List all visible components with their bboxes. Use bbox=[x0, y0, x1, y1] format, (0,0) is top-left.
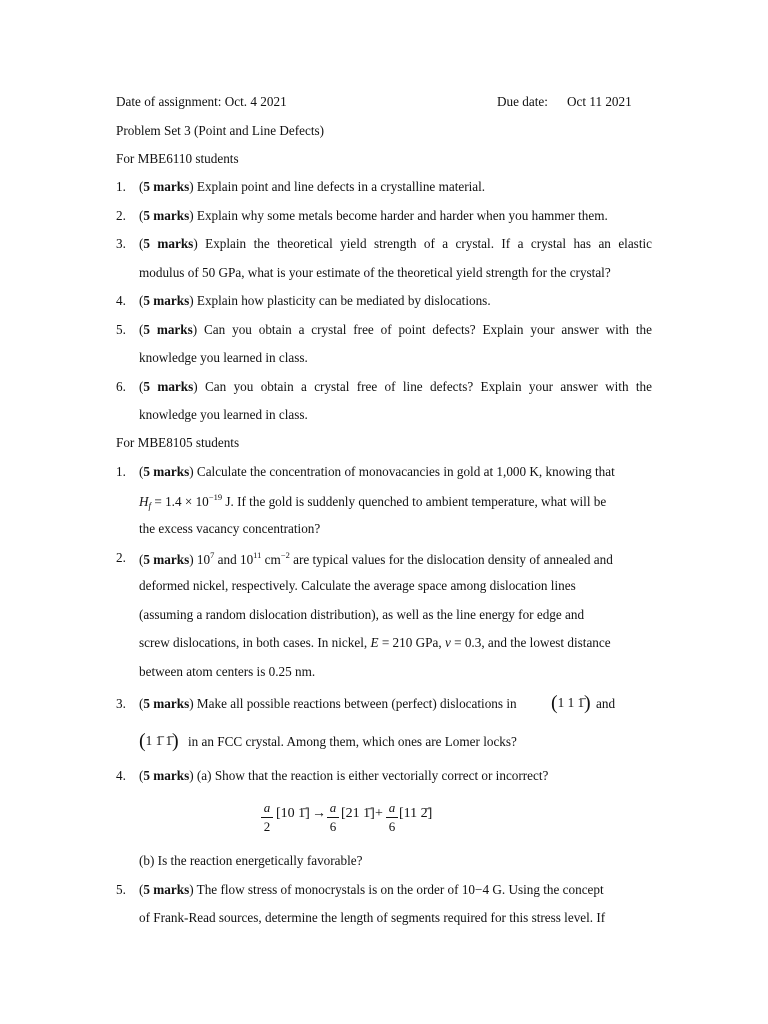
reaction-arrow: → bbox=[312, 806, 326, 821]
direction-vector-2: [21 1̄] bbox=[341, 806, 375, 821]
problem-set-title: Problem Set 3 (Point and Line Defects) bbox=[116, 123, 325, 138]
fraction-a-over-6: a 6 bbox=[327, 800, 339, 835]
question-2-line-4: screw dislocations, in both cases. In nickel, E = 210 GPa, v = 0.3, and the lowest distance bbox=[139, 635, 611, 650]
question-3-line-2: in an FCC crystal. Among them, which ones are Lomer locks? bbox=[188, 734, 517, 749]
and-word: and bbox=[596, 696, 616, 711]
fraction-a-over-2: a 2 bbox=[261, 800, 273, 835]
fraction-a-over-6: a 6 bbox=[386, 800, 398, 835]
question-1-line-3: the excess vacancy concentration? bbox=[139, 521, 321, 536]
miller-plane-1: (1 1 1̄) bbox=[551, 692, 591, 714]
section-heading-mbe8105: For MBE8105 students bbox=[116, 435, 240, 450]
due-date-value: Oct 11 2021 bbox=[567, 94, 632, 109]
assignment-date: Date of assignment: Oct. 4 2021 bbox=[116, 94, 287, 109]
list-item-continuation: modulus of 50 GPa, what is your estimate of the theoretical yield strength for the crystal? bbox=[139, 265, 611, 280]
question-2-line-5: between atom centers is 0.25 nm. bbox=[139, 664, 316, 679]
miller-plane-2: (1 1̄ 1̄) bbox=[139, 730, 179, 752]
due-date-label: Due date: bbox=[497, 94, 548, 109]
question-2-line-2: deformed nickel, respectively. Calculate the average space among dislocation lines bbox=[139, 578, 576, 593]
direction-vector-1: [10 1̄] bbox=[276, 806, 310, 821]
question-2-line-3: (assuming a random dislocation distribution), as well as the line energy for edge and bbox=[139, 607, 585, 622]
problem-set-page: Date of assignment: Oct. 4 2021 Due date: Oct 11 2021 Problem Set 3 (Point and Line Defects) For MBE6110 students 1. (5 marks) Explain point and line defects in a crystalline material. 2. (5 marks) Explain why some metals become harder and harder when you hammer them. 3. (5 marks) Explain the theoretical yield strength of a crystal. If a crystal has an elastic modulus of 50 GPa, what is your estimate of the theoretical yield strength for the crystal? 4. (5 marks) Explain how plasticity can be mediated by dislocations. 5. (5 marks) Can you obtain a crystal free of point defects? Explain your answer with the knowledge you learned in class. 6. (5 marks) Can you obtain a crystal free of line defects? Explain your answer with the knowledge you learned in class. For MBE8105 students 1. (5 marks) Calculate the concentration of monovacancies in gold at 1,000 K, knowing that $H_f = 1.4 \times 10^{-19}$ J. If the gold is suddenly quenched to ambient temperature, what will be the excess vacancy concentration? 2. (5 marks) $10^7$ and $10^{11}$ $cm^{-2}$ are typical values for the dislocation density of annealed and deformed nickel, respectively. Calculate the average space among dislocation lines (assuming a random dislocation distribution), as well as the line energy for edge and screw dislocations, in both cases. In nickel, E = 210 GPa, v = 0.3, and the lowest distance between atom centers is 0.25 nm. 3. (5 marks) Make all possible reactions between (perfect) dislocations in (1 1 1̄) and (1 1̄ 1̄) in an FCC crystal. Among them, which ones are Lomer locks? 4. (5 marks) (a) Show that the reaction is either vectorially correct or incorrect? a 2 [10 1̄] → a 6 [21 1̄] + a 6 [11 2̄] (b) Is the reaction energetically favorable? 5. (5 marks) The flow stress of monocrystals is on the order of 10−4 G. Using the concept of Frank-Read sources, determine the length of segments required for this stress level. If bbox=[116, 94, 652, 925]
list-item-continuation: knowledge you learned in class. bbox=[139, 407, 308, 422]
question-4-part-b: (b) Is the reaction energetically favorable? bbox=[139, 853, 363, 868]
question-5-line-2: of Frank-Read sources, determine the length of segments required for this stress level. If bbox=[139, 910, 606, 925]
plus-sign: + bbox=[375, 806, 383, 821]
list-item-continuation: knowledge you learned in class. bbox=[139, 350, 308, 365]
section-heading-mbe6110: For MBE6110 students bbox=[116, 151, 239, 166]
question-1-line-2: $H_f = 1.4 \times 10^{-19}$ J. If the gold is suddenly quenched to ambient temperature, what will be bbox=[139, 492, 607, 511]
direction-vector-3: [11 2̄] bbox=[399, 806, 433, 821]
